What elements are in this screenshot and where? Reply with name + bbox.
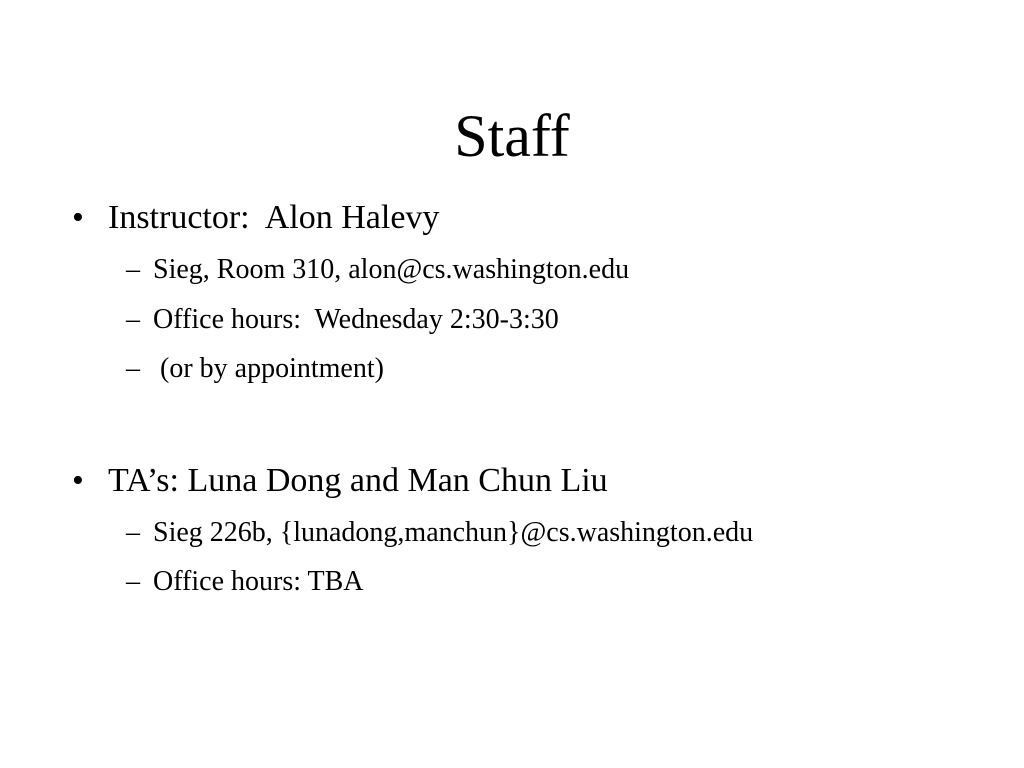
sub-item-tas-hours	[126, 564, 986, 600]
sub-text-instructor-hours: Office hours: Wednesday 2:30-3:30	[153, 304, 559, 335]
sub-marker: –	[126, 304, 140, 335]
bullet-text-tas: TA’s: Luna Dong and Man Chun Liu	[108, 462, 608, 499]
bullet-text-instructor: Instructor: Alon Halevy	[108, 199, 440, 236]
sub-text-tas-location: Sieg 226b, {lunadong,manchun}@cs.washington.edu	[153, 517, 754, 548]
bullet-tas	[72, 459, 972, 503]
slide-title: Staff	[454, 103, 570, 169]
sub-marker: –	[126, 254, 140, 285]
sub-item-instructor-location	[126, 252, 986, 288]
sub-text-tas-hours: Office hours: TBA	[153, 566, 364, 597]
sub-marker: –	[126, 517, 140, 548]
bullet-instructor	[72, 196, 972, 240]
sub-text-instructor-location: Sieg, Room 310, alon@cs.washington.edu	[153, 254, 630, 285]
bullet-marker: •	[72, 199, 84, 236]
sub-item-instructor-appointment	[126, 351, 986, 387]
sub-marker: –	[126, 566, 140, 597]
bullet-marker: •	[72, 462, 84, 499]
sub-text-instructor-appointment: (or by appointment)	[153, 353, 384, 384]
sub-item-instructor-hours	[126, 302, 986, 338]
sub-item-tas-location	[126, 515, 986, 551]
sub-marker: –	[126, 353, 140, 384]
